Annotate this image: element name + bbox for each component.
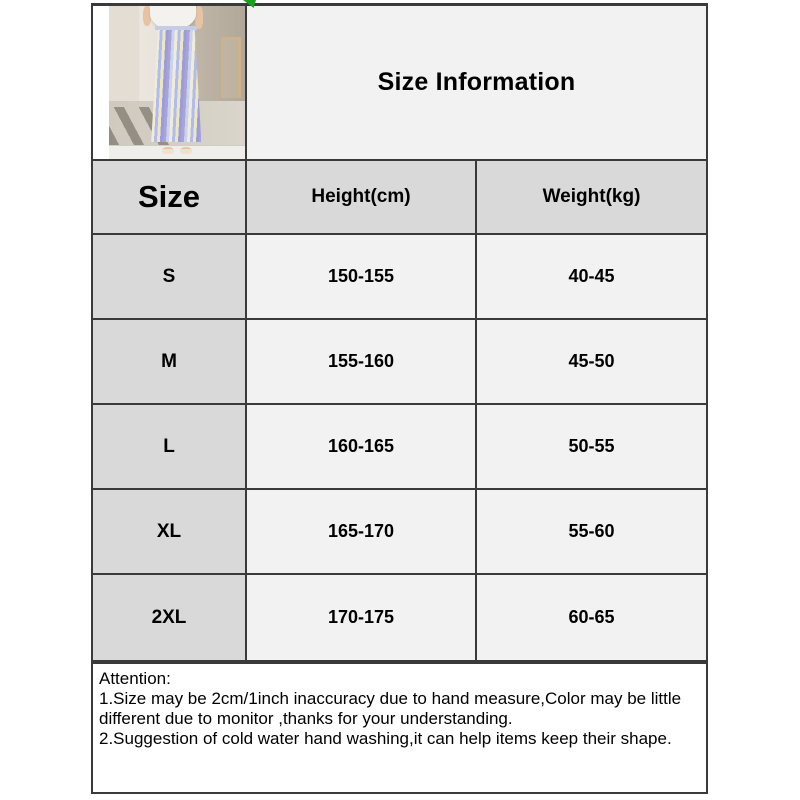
wood-frame-graphic (221, 37, 241, 98)
height-value: 150-155 (247, 235, 477, 320)
attention-line-2: different due to monitor ,thanks for your understanding. (99, 709, 513, 728)
column-header-weight: Weight(kg) (477, 161, 706, 235)
attention-note (91, 662, 708, 794)
size-label: M (93, 320, 247, 405)
column-header-height: Height(cm) (247, 161, 477, 235)
table-row-l (93, 405, 706, 490)
attention-heading: Attention: (99, 669, 171, 688)
size-label: XL (93, 490, 247, 575)
table-row-2xl (93, 575, 706, 660)
height-value: 165-170 (247, 490, 477, 575)
height-value: 160-165 (247, 405, 477, 490)
model-foot-right (180, 147, 192, 155)
weight-value: 60-65 (477, 575, 706, 660)
weight-value: 45-50 (477, 320, 706, 405)
tile-floor-graphic (109, 145, 245, 159)
size-label: S (93, 235, 247, 320)
table-row-xl (93, 490, 706, 575)
table-row-s (93, 235, 706, 320)
table-header-row (93, 161, 706, 235)
height-value: 155-160 (247, 320, 477, 405)
height-value: 170-175 (247, 575, 477, 660)
page-title: Size Information (247, 6, 706, 161)
attention-line-1: 1.Size may be 2cm/1inch inaccuracy due to hand measure,Color may be little (99, 689, 682, 708)
model-foot-left (162, 147, 174, 155)
table-row-m (93, 320, 706, 405)
weight-value: 50-55 (477, 405, 706, 490)
pants-waistband-graphic (155, 26, 197, 31)
tie-dye-pants-graphic (151, 26, 201, 142)
product-photo (109, 6, 245, 159)
column-header-size: Size (93, 161, 247, 235)
weight-value: 55-60 (477, 490, 706, 575)
size-label: 2XL (93, 575, 247, 660)
table-row-title (93, 6, 706, 161)
product-photo-cell (93, 6, 247, 161)
size-table (91, 3, 708, 662)
attention-line-3: 2.Suggestion of cold water hand washing,it can help items keep their shape. (99, 729, 672, 748)
size-label: L (93, 405, 247, 490)
weight-value: 40-45 (477, 235, 706, 320)
